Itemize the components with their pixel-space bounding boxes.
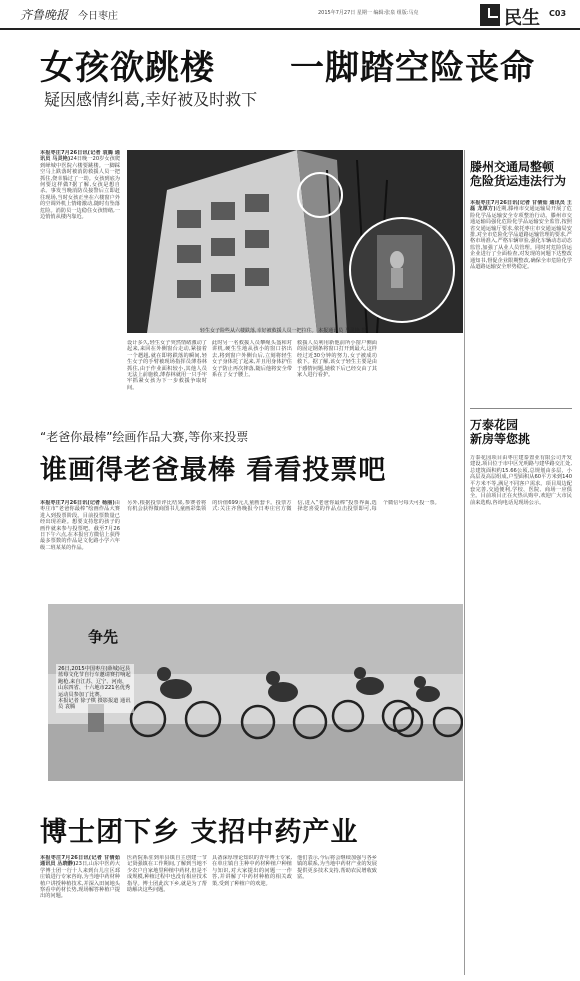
photo2-credit: 本报记者 徐子棋 摄影报道 通讯员 袁腾 xyxy=(58,698,131,711)
check-mark-icon xyxy=(488,8,498,18)
story1-subhead: 疑因感情纠葛,幸好被及时救下 xyxy=(44,90,258,109)
story1-column-2: 设计多久,轻生女子突然情绪激动了起来,来回在外侧窗台走动,紧接着一个趔趄,就在即将跌落的瞬间,轻生女子的手臂被现场指挥员薄春林抓住,由于作业面积较小,其他人员无法上前施救,薄春林就用一只手牢牢抓紧女孩为下一步救援争取时间。 xyxy=(127,340,207,391)
section-name: 今日枣庄 xyxy=(78,11,118,22)
side1-headline-line2: 危险货运违法行为 xyxy=(470,174,567,189)
side-column-divider xyxy=(464,150,465,975)
side2-headline-line1: 万泰花园 xyxy=(470,418,519,432)
newspaper-logo: 齐鲁晚报 xyxy=(20,8,69,22)
story3-column-3: 具备深厚理论知识的青年博士专家,在单庄镇自主种中药材种植户种植与知识,对大家提出的问题一一作答,并讲解了中药材种植的相关政策,受到了种植户的欢迎。 xyxy=(212,855,292,887)
story2-kicker: “老爸你最棒”绘画作品大赛,等你来投票 xyxy=(40,430,249,444)
photo2-label: 争先 xyxy=(88,628,119,646)
story3-column-2: 医药院系驻到单县镇自主创建一节记贤强镇在工作期间,了解到当地不少农户自家地里种植中药材,但是不成规模,种植过程中也没有相应技术指导。博士团此次下乡,就是为了帮助解决这些问题。 xyxy=(127,855,207,894)
photo2-caption-box xyxy=(56,664,134,713)
story1-column-4: 救援人员利用新他前所小窗户侧面的固定钢条将窗口打开到最大,这样经过近30分钟的努力,女子被成功救下。据了解,该女子轻生主要是由于感情问题,她救下后已经交由了其家人进行看护。 xyxy=(297,340,377,379)
story1-column-3: 此时另一名救援人员攀绳头盔和对讲机,硬生生地从孩小的窗口挤出去,将到窗户外侧台后,立刻将轻生女子身体托了起来,并且用身体护住女子防止再次摔落,随后他将安全带系在了女子腰上。 xyxy=(212,340,292,379)
story3-body-col1: 23日,山东中医药大学博士团一行十人来到台儿庄区邳庄镇进行专家咨询,为当地中药材种植户讲授种植技术,并深入田间地头察看中药材长势,现场解答种植户提出的问题。 xyxy=(40,861,120,900)
section-title: 民生 xyxy=(504,8,540,29)
side2-headline-line2: 新房等您挑 xyxy=(470,432,531,447)
story1-byline: 本报枣庄7月26日讯(记者 袁腾 通讯员 马灵艳) xyxy=(40,150,120,163)
story3-column-4: 他们表示,今后将会继续加强与各乡镇的联系,为当地中药材产业的发展提供更多技术支持,帮助农民增收致富。 xyxy=(297,855,377,881)
story1-headline-part2: 一脚踏空险丧命 xyxy=(290,48,535,88)
side1-body-text: 近期,滕州市交通运输局开展了危险化学品运输安全专项整治行动。滕州市交通运输局强化危险化学品运输安全监管,按照省交通运输厅要求,依托枣庄市交通运输局安排,对全市危险化学品道路运输管理的要求,严格市场准入,严格车辆审验,强化车辆动态动态监管,加强了从业人员管理。同时对危险货运企业进行了全面检查,对发现的问题下达整改通知书,督促企业限期整改,确保全市危险化学品道路运输安全形势稳定。 xyxy=(470,206,572,271)
side1-headline xyxy=(470,160,566,189)
page-number: C03 xyxy=(549,9,567,18)
story2-body-col1: 由枣庄市“老爸你最棒”绘画作品大赛进入到投票阶段。目前投票数量已经出现差距。想要支持您的孩子的画作就来参与投票吧。截至7月26日下午六点,在本报官方微信上获得最多票数的作品是文化路小学六年级二班某某的作品。 xyxy=(40,500,120,551)
story1-photo xyxy=(127,150,463,333)
side-divider xyxy=(470,408,572,409)
story2-headline: 谁画得老爸最棒 看看投票吧 xyxy=(40,455,387,486)
story1-body-col1: 24日晚一20岁女孩爬到峄城中医院六楼要跳楼。一脚踩空马上跌落时被消防救援人员一把抓住,侥幸躲过了一劫。女孩到底为何要这样做?据了解,女孩是想自杀。事发当晚消防员接警后立即赶往现场,当时女孩正坐在六楼窗户外的空调外机上情绪激动,随时有坠落危险。消防员一边稳住女孩情绪,一边悄悄从楼内靠近。 xyxy=(40,156,120,221)
story2-column-2: 另外,根据投票评比结果,参赛者将有机会获得微商图书儿童画彩集领的价值699元儿童画套卡。投票方式:关注齐鲁晚报今日枣庄官方微信,进入“老爸你最棒”投票界面,选择您喜爱的作品点击投票即可,每个微信号每天可投一票。 xyxy=(127,500,440,513)
side1-byline: 本报枣庄7月26日讯(记者 甘倩茹 通讯员 王磊 龙厚方) xyxy=(470,200,572,213)
page-header xyxy=(0,0,580,30)
story1-column-1 xyxy=(40,150,120,415)
side1-headline-line1: 滕州交通局整顿 xyxy=(470,160,555,174)
side1-body xyxy=(470,200,572,400)
story2-column-1 xyxy=(40,500,120,595)
story3-column-1 xyxy=(40,855,120,975)
story3-headline: 博士团下乡 支招中药产业 xyxy=(40,817,359,848)
story3-byline: 本报枣庄7月26日讯(记者 甘倩茹 通讯员 丛晓静) xyxy=(40,855,120,868)
story1-photo-caption: 轻生女子险些从六楼跌落,幸好被救援人员一把拉住。 本报通讯员 马灵艳 摄 xyxy=(200,328,367,334)
story2-byline: 本报枣庄7月26日讯(记者 杨丽) xyxy=(40,500,115,506)
side2-headline xyxy=(470,418,530,447)
photo2-caption: 26日,2015中国枣庄(薛城)冠县蓝莓文化节自行车邀请赛打响起跑枪,来自江苏、辽宁、河南、山东四省、十六地市221名优秀运动员参加了比赛。 xyxy=(58,666,131,698)
side2-body: 万泰花园项目由枣庄建泰置业有限公司开发建设,项目位于市中区光明路与建华路交汇处,总建筑面积约15.66公顷,总规划由多层、小高层及高层组成,户型面积从60平方米到140平方米不等,满足不同客户需求。项目周边配套完善,交通便利,学校、医院、商场一应俱全。目前项目正在火热认购中,欢迎广大市民前来选购,咨询电话见现场公示。 xyxy=(470,455,572,506)
date-editor-line: 2015年7月27日 星期一 编辑:张泉 组版:马克 xyxy=(318,10,419,16)
building-night-photo xyxy=(127,150,463,333)
story1-headline-part1: 女孩欲跳楼 xyxy=(40,48,215,88)
cycling-photo xyxy=(48,604,463,781)
